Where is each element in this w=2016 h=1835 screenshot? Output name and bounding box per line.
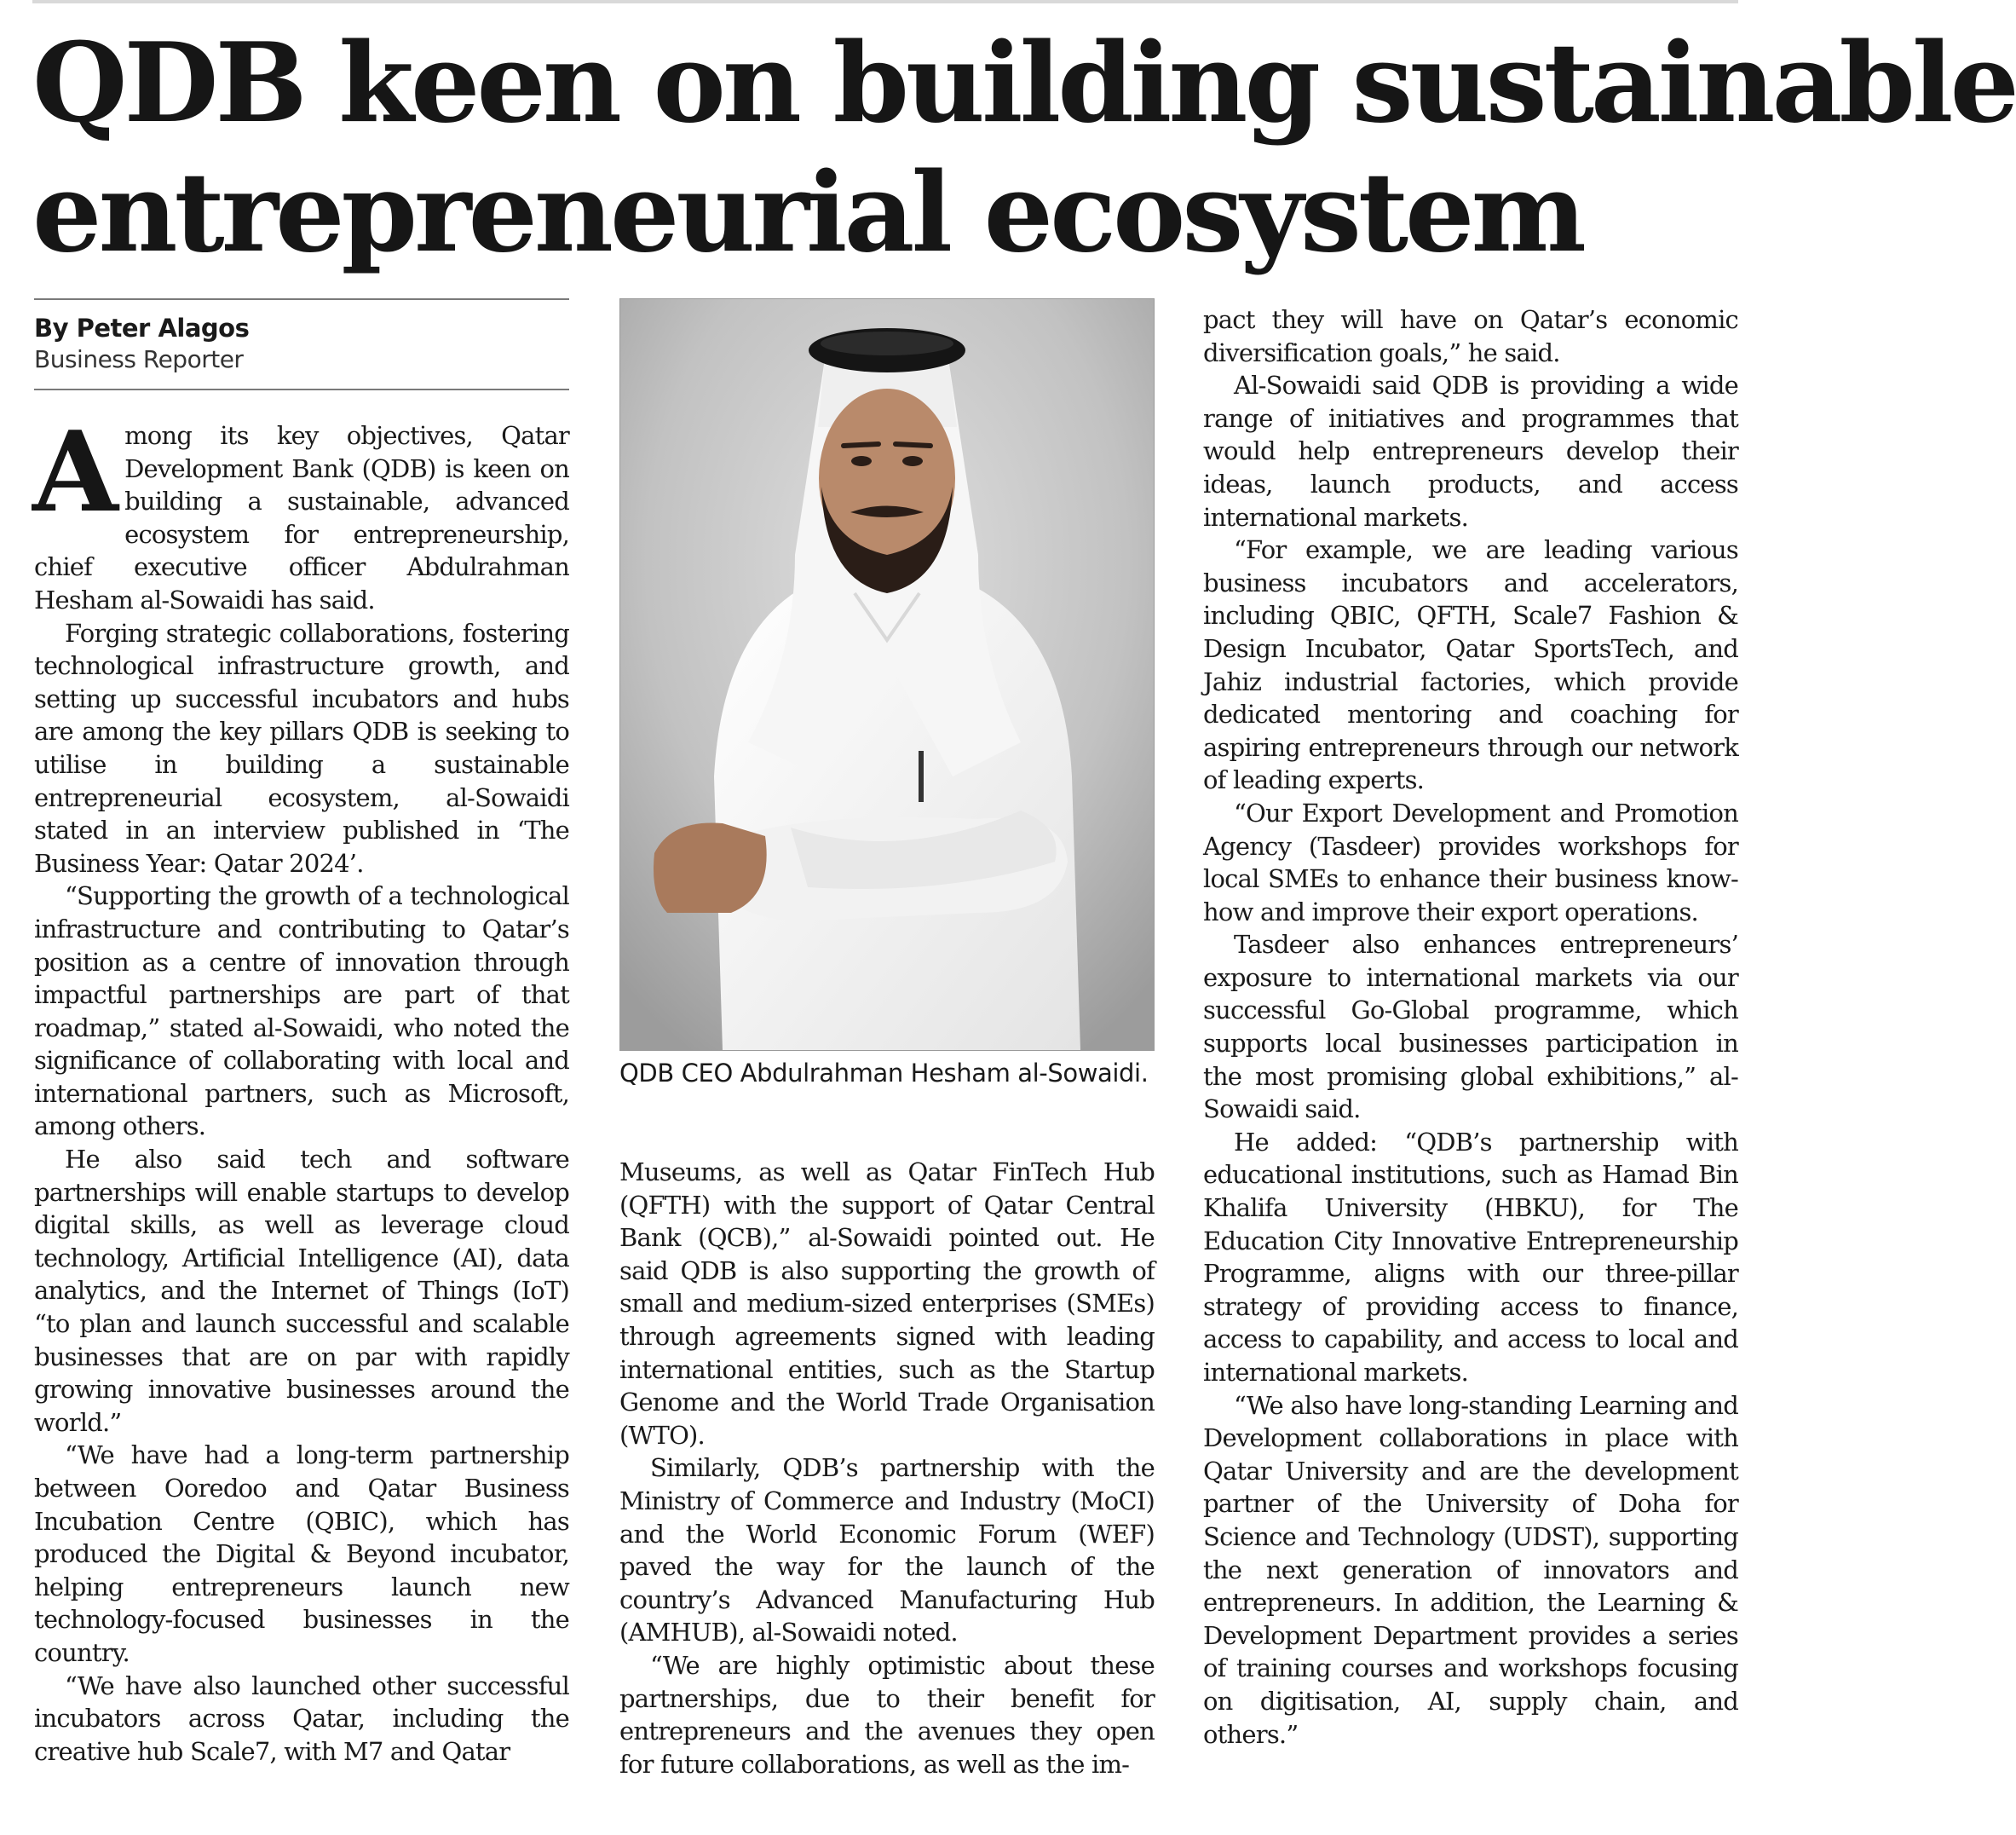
paragraph: Similarly, QDB’s partnership with the Ministry of Commerce and Industry (MoCI) and the World Economic Forum (WEF) paved the way for the launch of the country’s Advanced Manufacturing Hub (AMHUB), al-Sowaidi noted. [619,1453,1155,1647]
article-column-1 [34,298,569,1768]
paragraph: pact they will have on Qatar’s economic diversification goals,” he said. [1203,305,1738,367]
byline-role: Business Reporter [34,345,244,373]
paragraph-text: mong its key objectives, Qatar Development Bank (QDB) is keen on building a sustainable, advanced ecosystem for entrepreneurship, chief executive officer Abdulrahman Hesham al-Sowaidi has said. [34,421,569,615]
paragraph: “We have had a long-term partnership between Ooredoo and Qatar Business Incubation Centre (QBIC), which has produced the Digital & Beyond incubator, helping entrepreneurs launch new technology-focused businesses in the country. [34,1440,569,1667]
paragraph: “For example, we are leading various business incubators and accelerators, including QBIC, QFTH, Scale7 Fashion & Design Incubator, Qatar SportsTech, and Jahiz industrial factories, which provide dedicated mentoring and coaching for aspiring entrepreneurs through our network of leading experts. [1203,535,1738,795]
article-column-2 [619,1156,1155,1780]
paragraph: “We also have long-standing Learning and Development collaborations in place with Qatar University and are the development partner of the University of Doha for Science and Technology (UDST), supporting the next generation of innovators and entrepreneurs. In addition, the Learning & Development Department provides a series of training courses and workshops focusing on digitisation, AI, supply chain, and others.” [1203,1390,1738,1749]
paragraph: Al-Sowaidi said QDB is providing a wide range of initiatives and programmes that would help entrepreneurs develop their ideas, launch products, and access international markets. [1203,371,1738,532]
byline-author: By Peter Alagos [34,314,250,343]
paragraph [32,407,569,617]
paragraph: “Our Export Development and Promotion Agency (Tasdeer) provides workshops for local SMEs to enhance their business know-how and improve their export operations. [1203,798,1738,926]
headline-line-1: QDB keen on building sustainable [32,20,2016,147]
paragraph: He also said tech and software partnerships will enable startups to develop digital skills, as well as leverage cloud technology, Artificial Intelligence (AI), data analytics, and the Internet of Things (IoT) “to plan and launch successful and scalable businesses that are on par with rapidly growing innovative businesses around the world.” [34,1145,569,1437]
photo-caption: QDB CEO Abdulrahman Hesham al-Sowaidi. [619,1059,1149,1088]
paragraph: Museums, as well as Qatar FinTech Hub (QFTH) with the support of Qatar Central Bank (QCB),” al-Sowaidi pointed out. He said QDB is also supporting the growth of small and medium-sized enterprises (SMEs) through agreements signed with leading international entities, such as the Startup Genome and the World Trade Organisation (WTO). [619,1157,1155,1450]
top-rule [32,0,1738,3]
byline [34,298,569,390]
paragraph: “Supporting the growth of a technological infrastructure and contributing to Qatar’s position as a centre of innovation through impactful partnerships are part of that roadmap,” stated al-Sowaidi, who noted the significance of collaborating with local and international partners, such as Microsoft, among others. [34,881,569,1141]
paragraph: Forging strategic collaborations, fostering technological infrastructure growth, and setting up successful incubators and hubs are among the key pillars QDB is seeking to utilise in building a sustainable entrepreneurial ecosystem, al-Sowaidi stated in an interview published in ‘The Business Year: Qatar 2024’. [34,618,569,878]
paragraph: “We are highly optimistic about these partnerships, due to their benefit for entrepreneurs and the avenues they open for future collaborations, as well as the im- [619,1650,1155,1779]
article-column-3 [1203,303,1738,1751]
paragraph: He added: “QDB’s partnership with educational institutions, such as Hamad Bin Khalifa University (HBKU), for The Education City Innovative Entrepreneurship Programme, aligns with our three-pillar strategy of providing access to finance, access to capability, and access to local and international markets. [1203,1127,1738,1387]
drop-cap: A [32,407,118,537]
headline [32,19,2016,278]
portrait-photo [619,298,1155,1051]
portrait-illustration [620,299,1154,1050]
paragraph: “We have also launched other successful incubators across Qatar, including the creative hub Scale7, with M7 and Qatar [34,1671,569,1766]
paragraph: Tasdeer also enhances entrepreneurs’ exposure to international markets via our successful Go-Global programme, which supports local businesses participation in the most promising global exhibitions,” al-Sowaidi said. [1203,930,1738,1124]
headline-line-2: entrepreneurial ecosystem [32,149,1583,277]
